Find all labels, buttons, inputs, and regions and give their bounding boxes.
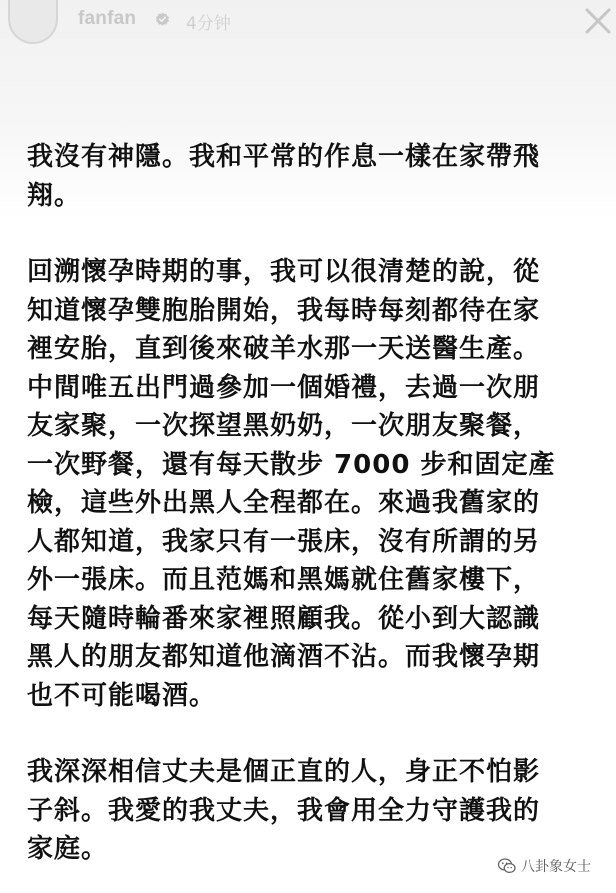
text-line: 每天隨時輪番來家裡照顧我。從小到大認識 [27,603,541,634]
story-header [0,0,616,50]
text-line: 翔。 [27,180,82,211]
text-line: 我深深相信丈夫是個正直的人，身正不怕影 [27,757,541,787]
username[interactable]: fanfan [78,8,137,29]
text-line: 家庭。 [27,834,109,864]
text-line: 我沒有神隱。我和平常的作息一樣在家帶飛 [27,142,541,172]
story-text [27,138,611,869]
text-line: 黑人的朋友都知道他滴酒不沾。而我懷孕期 [27,642,541,672]
text-line: 檢，這些外出黑人全程都在。來過我舊家的 [27,488,541,518]
paragraph-1 [27,138,611,215]
text-line: 一次野餐，還有每天散步 7000 步和固定產 [27,449,556,480]
post-time: 4分钟 [186,14,231,34]
avatar[interactable] [8,0,58,44]
watermark-text: 八卦象女士 [521,859,591,875]
text-line: 子斜。我愛的我丈夫，我會用全力守護我的 [27,795,541,826]
verified-badge-icon [155,12,170,27]
close-icon[interactable] [583,6,613,36]
text-line: 中間唯五出門過參加一個婚禮，去過一次朋 [27,372,541,403]
paragraph-2 [27,253,611,715]
text-line: 外一張床。而且范媽和黑媽就住舊家樓下， [27,565,541,595]
text-line: 友家聚，一次探望黑奶奶，一次朋友聚餐， [27,411,541,441]
text-line: 也不可能喝酒。 [27,680,217,711]
text-line: 人都知道，我家只有一張床，沒有所謂的另 [27,526,541,557]
paragraph-3 [27,753,611,869]
text-line: 裡安胎，直到後來破羊水那一天送醫生產。 [27,334,541,364]
paragraph-gap [27,715,611,753]
text-line: 回溯懷孕時期的事，我可以很清楚的說，從 [27,257,541,287]
paragraph-gap [27,215,611,253]
watermark [497,856,591,876]
text-line: 知道懷孕雙胞胎開始，我每時每刻都待在家 [27,295,541,326]
wechat-icon [497,856,517,876]
